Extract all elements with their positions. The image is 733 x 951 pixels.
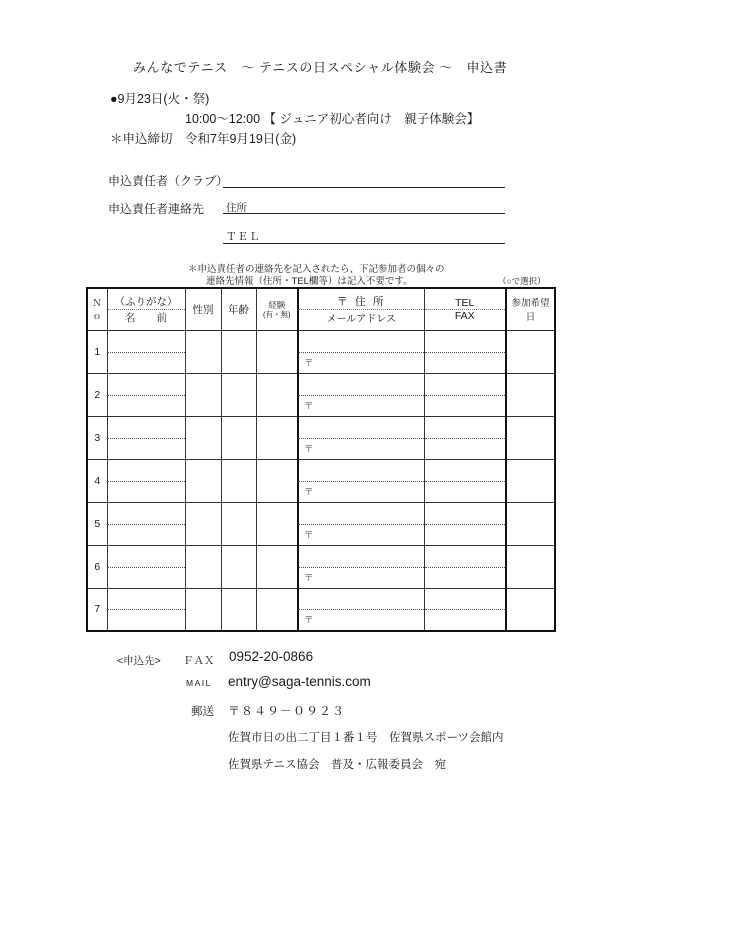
address-email-input-cell[interactable]: [298, 545, 424, 588]
gender-input-cell[interactable]: [185, 330, 221, 373]
row-number: [87, 416, 107, 459]
row-number: [87, 459, 107, 502]
name-input-cell[interactable]: [107, 545, 185, 588]
participant-table: [86, 287, 556, 632]
tel-fax-input-cell[interactable]: [424, 416, 506, 459]
furigana-name-divider: [108, 567, 185, 568]
address-email-divider: [299, 438, 424, 439]
age-input-cell[interactable]: [221, 502, 256, 545]
experience-input-cell[interactable]: [256, 502, 298, 545]
address-email-input-cell[interactable]: [298, 373, 424, 416]
name-input-cell[interactable]: [107, 459, 185, 502]
header-tel-fax: [424, 288, 506, 330]
wish-date-input-cell[interactable]: [506, 588, 555, 631]
header-name: [107, 288, 185, 330]
furigana-name-divider: [108, 395, 185, 396]
furigana-name-divider: [108, 438, 185, 439]
gender-input-cell[interactable]: [185, 588, 221, 631]
tel-fax-input-cell[interactable]: [424, 588, 506, 631]
header-tel-label: TEL: [425, 297, 506, 310]
participant-row-2: [87, 373, 555, 416]
age-input-cell[interactable]: [221, 330, 256, 373]
postal-code: 〒８４９－０９２３: [228, 704, 346, 718]
participant-row-3: [87, 416, 555, 459]
experience-input-cell[interactable]: [256, 373, 298, 416]
event-time: 10:00～12:00 【 ジュニア初心者向け 親子体験会】: [185, 112, 480, 126]
row-number-label: 1: [94, 345, 101, 358]
postal-mark: 〒: [304, 529, 314, 541]
address-email-divider: [299, 395, 424, 396]
address-email-input-cell[interactable]: [298, 502, 424, 545]
note-line-1: ＊申込責任者の連絡先を記入されたら、下記参加者の個々の: [188, 264, 445, 275]
gender-input-cell[interactable]: [185, 459, 221, 502]
submit-destination-heading: <申込先>: [117, 655, 161, 667]
wish-date-input-cell[interactable]: [506, 330, 555, 373]
postal-mark: 〒: [304, 572, 314, 584]
age-input-cell[interactable]: [221, 373, 256, 416]
address-email-divider: [299, 481, 424, 482]
participant-row-1: [87, 330, 555, 373]
wish-date-input-cell[interactable]: [506, 416, 555, 459]
page-title: みんなでテニス ～ テニスの日スペシャル体験会 ～ 申込書: [133, 60, 508, 75]
row-number: [87, 545, 107, 588]
leader-club-field[interactable]: [223, 171, 505, 188]
tel-field[interactable]: [223, 227, 505, 244]
mail-address: entry@saga-tennis.com: [228, 674, 371, 689]
postal-mark: 〒: [304, 486, 314, 498]
postal-address-line1: 佐賀市日の出二丁目１番１号 佐賀県スポーツ会館内: [228, 732, 504, 744]
participant-row-5: [87, 502, 555, 545]
header-furigana: （ふりがな）: [108, 294, 185, 310]
experience-input-cell[interactable]: [256, 459, 298, 502]
tel-fax-divider: [425, 567, 506, 568]
row-number-label: 7: [94, 603, 101, 616]
name-input-cell[interactable]: [107, 502, 185, 545]
name-input-cell[interactable]: [107, 588, 185, 631]
address-email-divider: [299, 609, 424, 610]
leader-contact-label: 申込責任者連絡先: [108, 202, 205, 216]
postal-mark: 〒: [304, 400, 314, 412]
address-field[interactable]: [223, 197, 505, 214]
address-email-input-cell[interactable]: [298, 330, 424, 373]
tel-label: ＴＥＬ: [226, 231, 261, 243]
address-email-input-cell[interactable]: [298, 588, 424, 631]
header-address-email: [298, 288, 424, 330]
row-number: [87, 588, 107, 631]
tel-fax-input-cell[interactable]: [424, 459, 506, 502]
gender-input-cell[interactable]: [185, 416, 221, 459]
tel-fax-input-cell[interactable]: [424, 330, 506, 373]
header-no: Ｎｏ: [87, 288, 107, 330]
header-wish-date: 参加希望日: [506, 288, 555, 330]
postal-mark: 〒: [304, 357, 314, 369]
tel-fax-divider: [425, 481, 506, 482]
name-input-cell[interactable]: [107, 330, 185, 373]
experience-input-cell[interactable]: [256, 416, 298, 459]
row-number-label: 6: [94, 560, 101, 573]
header-experience: 経験 (有・無): [256, 288, 298, 330]
postal-send-label: 郵送: [191, 706, 214, 718]
header-name-label: 名 前: [125, 311, 167, 324]
experience-input-cell[interactable]: [256, 588, 298, 631]
row-number-label: 5: [94, 517, 101, 530]
header-address-label: 〒 住 所: [299, 293, 424, 310]
gender-input-cell[interactable]: [185, 502, 221, 545]
furigana-name-divider: [108, 352, 185, 353]
row-number-label: 3: [94, 431, 101, 444]
tel-fax-divider: [425, 352, 506, 353]
gender-input-cell[interactable]: [185, 545, 221, 588]
wish-date-input-cell[interactable]: [506, 545, 555, 588]
fax-label: ＦＡＸ: [183, 655, 215, 667]
participant-row-4: [87, 459, 555, 502]
gender-input-cell[interactable]: [185, 373, 221, 416]
postal-mark: 〒: [304, 615, 314, 627]
age-input-cell[interactable]: [221, 588, 256, 631]
application-deadline: ＊申込締切 令和7年9月19日(金): [110, 132, 297, 146]
furigana-name-divider: [108, 481, 185, 482]
row-number-label: 4: [94, 474, 101, 487]
tel-fax-input-cell[interactable]: [424, 502, 506, 545]
row-number-label: 2: [94, 388, 101, 401]
row-number: [87, 502, 107, 545]
address-email-divider: [299, 567, 424, 568]
wish-date-input-cell[interactable]: [506, 502, 555, 545]
tel-fax-divider: [425, 524, 506, 525]
age-input-cell[interactable]: [221, 545, 256, 588]
circle-select-hint: （○で選択）: [498, 276, 546, 286]
address-email-input-cell[interactable]: [298, 459, 424, 502]
header-fax-label: FAX: [454, 309, 475, 322]
address-email-input-cell[interactable]: [298, 416, 424, 459]
fax-number: 0952-20-0866: [229, 649, 314, 664]
header-email-label: メールアドレス: [326, 314, 396, 326]
postal-mark: 〒: [304, 443, 314, 455]
row-number: [87, 330, 107, 373]
leader-club-label: 申込責任者（クラブ）: [108, 174, 229, 188]
postal-address-line2: 佐賀県テニス協会 普及・広報委員会 宛: [228, 759, 447, 771]
tel-fax-input-cell[interactable]: [424, 373, 506, 416]
event-date: ●9月23日(火・祭): [110, 92, 210, 106]
row-number: [87, 373, 107, 416]
tel-fax-input-cell[interactable]: [424, 545, 506, 588]
furigana-name-divider: [108, 524, 185, 525]
furigana-name-divider: [108, 609, 185, 610]
participant-row-7: [87, 588, 555, 631]
table-header-row: [87, 288, 555, 330]
experience-input-cell[interactable]: [256, 545, 298, 588]
address-email-divider: [299, 352, 424, 353]
participant-row-6: [87, 545, 555, 588]
age-input-cell[interactable]: [221, 459, 256, 502]
tel-fax-divider: [425, 438, 506, 439]
header-gender: 性別: [185, 288, 221, 330]
address-label: 住所: [226, 202, 247, 214]
address-email-divider: [299, 524, 424, 525]
experience-input-cell[interactable]: [256, 330, 298, 373]
wish-date-input-cell[interactable]: [506, 459, 555, 502]
wish-date-input-cell[interactable]: [506, 373, 555, 416]
name-input-cell[interactable]: [107, 373, 185, 416]
mail-label: MAIL: [186, 678, 212, 688]
header-age: 年齢: [221, 288, 256, 330]
tel-fax-divider: [425, 609, 506, 610]
note-line-2: 連絡先情報（住所・TEL欄等）は記入不要です。: [206, 276, 413, 287]
age-input-cell[interactable]: [221, 416, 256, 459]
name-input-cell[interactable]: [107, 416, 185, 459]
tel-fax-divider: [425, 395, 506, 396]
